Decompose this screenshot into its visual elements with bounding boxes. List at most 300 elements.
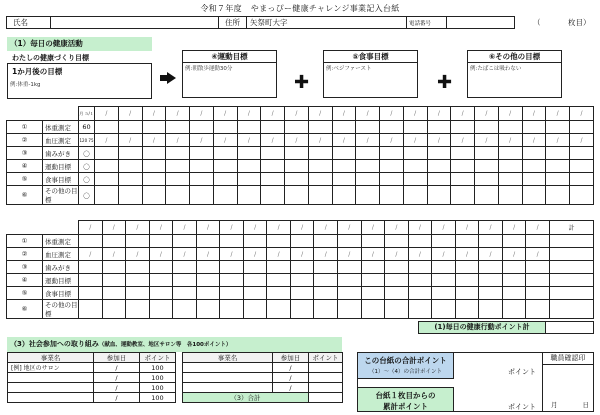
grid2-entry-cell[interactable] [502,287,526,300]
grid1-date-cell[interactable]: / [261,107,285,121]
grid1-entry-cell[interactable] [261,121,285,134]
grid2-entry-cell[interactable] [385,235,409,248]
social-event-cell[interactable] [183,363,273,373]
grid1-entry-cell[interactable] [308,186,332,205]
grid2-date-cell[interactable]: / [361,221,385,235]
grid1-entry-cell[interactable] [285,121,309,134]
grid1-entry-cell[interactable] [403,186,427,205]
grid2-entry-cell[interactable] [526,300,550,319]
grid1-date-cell[interactable]: / [451,107,475,121]
exercise-goal-box[interactable] [182,50,277,98]
grid1-entry-cell[interactable] [332,160,356,173]
grid1-entry-cell[interactable] [308,121,332,134]
grid1-date-cell[interactable]: / [427,107,451,121]
grid1-entry-cell[interactable] [142,186,166,205]
grid1-entry-cell[interactable] [427,147,451,160]
grid1-entry-cell[interactable]: / [570,134,594,147]
social-event-cell[interactable] [8,383,94,393]
social-points-cell[interactable] [309,363,343,373]
grid1-entry-cell[interactable] [403,147,427,160]
grid1-entry-cell[interactable] [475,147,499,160]
grid2-entry-cell[interactable] [338,261,362,274]
grid2-entry-cell[interactable] [526,235,550,248]
grid1-entry-cell[interactable] [142,121,166,134]
grid1-entry-cell[interactable] [451,160,475,173]
grid1-entry-cell[interactable] [498,147,522,160]
grid2-entry-cell[interactable] [502,274,526,287]
grid1-entry-cell[interactable] [142,173,166,186]
grid1-entry-cell[interactable] [308,173,332,186]
social-date-cell[interactable]: / [273,363,309,373]
social-date-cell[interactable]: / [273,383,309,393]
grid1-entry-cell[interactable] [546,186,570,205]
grid2-date-cell[interactable]: / [102,221,126,235]
grid2-entry-cell[interactable] [149,287,173,300]
row-total-cell[interactable] [550,248,594,261]
grid2-entry-cell[interactable]: / [408,248,432,261]
social-date-cell[interactable]: / [273,373,309,383]
grid2-entry-cell[interactable] [196,274,220,287]
grid1-entry-cell[interactable] [498,121,522,134]
grid2-entry-cell[interactable]: / [290,248,314,261]
grid2-date-cell[interactable]: / [79,221,103,235]
grid1-entry-cell[interactable] [522,173,546,186]
grid1-entry-cell[interactable] [427,186,451,205]
grid2-entry-cell[interactable]: / [79,248,103,261]
social-event-cell[interactable] [8,373,94,383]
grid2-entry-cell[interactable] [173,235,197,248]
grid1-entry-cell[interactable] [546,173,570,186]
phone-field[interactable] [447,17,515,29]
social-subtotal-field[interactable] [309,393,343,403]
grid1-entry-cell[interactable] [142,160,166,173]
grid2-entry-cell[interactable] [173,261,197,274]
grid1-entry-cell[interactable] [380,147,404,160]
grid1-entry-cell[interactable] [332,186,356,205]
grid2-entry-cell[interactable] [432,235,456,248]
grid2-date-cell[interactable]: / [149,221,173,235]
name-field[interactable] [51,17,219,29]
grid2-entry-cell[interactable] [502,235,526,248]
grid2-entry-cell[interactable]: / [502,248,526,261]
grid1-entry-cell[interactable]: / [213,134,237,147]
grid1-date-cell[interactable]: / [190,107,214,121]
grid2-entry-cell[interactable] [314,300,338,319]
grid1-entry-cell[interactable] [546,121,570,134]
grid1-entry-cell[interactable] [237,160,261,173]
grid1-entry-cell[interactable]: / [380,134,404,147]
grid1-date-cell[interactable]: / [237,107,261,121]
grid1-entry-cell[interactable] [380,121,404,134]
grid2-date-cell[interactable]: / [314,221,338,235]
grid2-entry-cell[interactable]: / [126,248,150,261]
grid1-entry-cell[interactable] [190,186,214,205]
grid1-entry-cell[interactable] [190,121,214,134]
grid1-entry-cell[interactable] [118,160,142,173]
grid2-entry-cell[interactable] [502,300,526,319]
grid2-entry-cell[interactable] [385,261,409,274]
staff-check-box[interactable] [543,352,594,412]
grid2-entry-cell[interactable] [267,287,291,300]
grid2-entry-cell[interactable] [102,287,126,300]
grid1-entry-cell[interactable] [380,160,404,173]
grid2-entry-cell[interactable] [220,235,244,248]
grid1-entry-cell[interactable] [95,121,119,134]
grid2-entry-cell[interactable] [102,235,126,248]
grid1-entry-cell[interactable] [522,186,546,205]
grid1-entry-cell[interactable] [380,173,404,186]
grid2-entry-cell[interactable] [432,274,456,287]
grid1-entry-cell[interactable] [403,121,427,134]
grid1-entry-cell[interactable]: / [190,134,214,147]
grid1-entry-cell[interactable] [213,160,237,173]
grid1-entry-cell[interactable] [118,121,142,134]
grid1-date-cell[interactable]: / [570,107,594,121]
grid1-entry-cell[interactable] [166,121,190,134]
grid1-entry-cell[interactable] [213,121,237,134]
grid2-entry-cell[interactable] [196,300,220,319]
grid1-entry-cell[interactable] [332,121,356,134]
grid1-entry-cell[interactable] [356,186,380,205]
grid1-entry-cell[interactable] [261,186,285,205]
grid2-entry-cell[interactable]: / [102,248,126,261]
grid2-entry-cell[interactable] [243,261,267,274]
grid1-entry-cell[interactable] [285,160,309,173]
grid1-entry-cell[interactable] [475,121,499,134]
grid2-date-cell[interactable]: / [243,221,267,235]
grid1-entry-cell[interactable] [451,147,475,160]
grid1-entry-cell[interactable]: / [142,134,166,147]
grid2-entry-cell[interactable] [267,261,291,274]
grid1-date-cell[interactable]: / [332,107,356,121]
grid2-entry-cell[interactable] [526,261,550,274]
grid2-date-cell[interactable]: / [173,221,197,235]
grid2-entry-cell[interactable]: / [385,248,409,261]
grid1-entry-cell[interactable] [332,147,356,160]
grid2-entry-cell[interactable] [196,261,220,274]
grid1-entry-cell[interactable]: / [356,134,380,147]
grid2-entry-cell[interactable] [173,300,197,319]
grid1-entry-cell[interactable] [95,160,119,173]
grid1-entry-cell[interactable]: / [427,134,451,147]
grid1-entry-cell[interactable]: / [237,134,261,147]
social-date-cell[interactable]: / [94,393,140,403]
row-total-cell[interactable] [550,261,594,274]
grid2-entry-cell[interactable] [102,300,126,319]
grid2-entry-cell[interactable] [314,274,338,287]
grid1-entry-cell[interactable]: / [332,134,356,147]
grid2-entry-cell[interactable] [455,235,479,248]
grid2-date-cell[interactable]: / [196,221,220,235]
social-points-cell[interactable] [309,373,343,383]
grid1-entry-cell[interactable] [213,147,237,160]
grid1-entry-cell[interactable] [451,121,475,134]
grid2-entry-cell[interactable] [338,300,362,319]
grid1-entry-cell[interactable] [142,147,166,160]
grid1-date-cell[interactable]: / [522,107,546,121]
grid1-entry-cell[interactable] [118,186,142,205]
grid1-entry-cell[interactable] [356,147,380,160]
grid2-entry-cell[interactable] [361,235,385,248]
grid2-entry-cell[interactable] [220,261,244,274]
grid2-entry-cell[interactable]: / [173,248,197,261]
other-goal-box[interactable] [467,50,562,98]
grid1-entry-cell[interactable] [451,173,475,186]
grid2-entry-cell[interactable] [479,287,503,300]
grid2-entry-cell[interactable] [220,287,244,300]
grid1-entry-cell[interactable]: / [451,134,475,147]
social-date-cell[interactable]: / [94,373,140,383]
grid1-entry-cell[interactable] [237,173,261,186]
grid2-entry-cell[interactable] [502,261,526,274]
grid2-entry-cell[interactable] [102,261,126,274]
grid1-entry-cell[interactable] [166,147,190,160]
grid2-entry-cell[interactable] [479,235,503,248]
grid1-entry-cell[interactable] [118,173,142,186]
grid2-entry-cell[interactable] [338,274,362,287]
grid2-entry-cell[interactable] [314,261,338,274]
social-points-cell[interactable] [309,383,343,393]
grid1-entry-cell[interactable] [118,147,142,160]
grid1-entry-cell[interactable]: / [118,134,142,147]
grid2-entry-cell[interactable] [126,300,150,319]
grid1-date-cell[interactable]: / [213,107,237,121]
grid1-entry-cell[interactable]: / [285,134,309,147]
grid2-entry-cell[interactable] [126,274,150,287]
grid1-entry-cell[interactable] [570,186,594,205]
grid2-entry-cell[interactable] [290,261,314,274]
grid2-entry-cell[interactable] [455,261,479,274]
grid2-entry-cell[interactable] [526,274,550,287]
grid2-entry-cell[interactable]: / [338,248,362,261]
grid2-entry-cell[interactable]: / [526,248,550,261]
grid1-entry-cell[interactable] [166,186,190,205]
grid2-entry-cell[interactable]: / [361,248,385,261]
grid2-entry-cell[interactable] [526,287,550,300]
grid1-entry-cell[interactable] [261,147,285,160]
grid2-entry-cell[interactable] [338,235,362,248]
grid2-entry-cell[interactable] [408,287,432,300]
grid2-entry-cell[interactable] [408,261,432,274]
grid2-entry-cell[interactable] [479,261,503,274]
grid1-date-cell[interactable]: / [308,107,332,121]
grid1-entry-cell[interactable] [522,160,546,173]
grid2-entry-cell[interactable] [126,235,150,248]
grid2-entry-cell[interactable]: / [432,248,456,261]
grid1-date-cell[interactable]: / [498,107,522,121]
grid2-entry-cell[interactable] [432,261,456,274]
grid2-entry-cell[interactable] [126,261,150,274]
grid2-entry-cell[interactable] [79,287,103,300]
grid2-entry-cell[interactable] [196,287,220,300]
goal-box[interactable] [7,63,152,99]
grid1-entry-cell[interactable]: / [546,134,570,147]
grid2-entry-cell[interactable] [290,300,314,319]
grid1-entry-cell[interactable]: / [261,134,285,147]
grid2-date-cell[interactable]: / [408,221,432,235]
grid1-entry-cell[interactable] [95,147,119,160]
grid1-entry-cell[interactable] [213,173,237,186]
grid2-entry-cell[interactable] [432,287,456,300]
grid1-entry-cell[interactable]: / [403,134,427,147]
social-event-cell[interactable]: [例] 地区のサロン [8,363,94,373]
grid2-entry-cell[interactable] [243,235,267,248]
grid2-entry-cell[interactable] [361,261,385,274]
grid2-date-cell[interactable]: / [385,221,409,235]
grid2-entry-cell[interactable] [79,261,103,274]
grid1-entry-cell[interactable] [403,173,427,186]
grid2-entry-cell[interactable]: / [149,248,173,261]
grid2-entry-cell[interactable]: / [196,248,220,261]
grid2-entry-cell[interactable] [267,235,291,248]
grid2-entry-cell[interactable] [385,287,409,300]
address-field[interactable]: 矢祭町大字 [247,17,407,29]
grid2-entry-cell[interactable] [243,287,267,300]
grid2-entry-cell[interactable] [479,274,503,287]
grid2-date-cell[interactable]: / [267,221,291,235]
grid1-entry-cell[interactable] [308,147,332,160]
grid2-entry-cell[interactable] [338,287,362,300]
row-total-cell[interactable] [550,235,594,248]
grid2-entry-cell[interactable] [314,287,338,300]
grid2-entry-cell[interactable] [455,287,479,300]
grid2-entry-cell[interactable] [149,274,173,287]
grid1-entry-cell[interactable] [356,173,380,186]
grid2-entry-cell[interactable] [290,235,314,248]
grid1-entry-cell[interactable] [546,147,570,160]
grid2-entry-cell[interactable] [149,300,173,319]
row-total-cell[interactable] [550,287,594,300]
social-event-cell[interactable] [183,373,273,383]
grid1-entry-cell[interactable]: / [475,134,499,147]
grid1-entry-cell[interactable] [380,186,404,205]
grid1-entry-cell[interactable]: / [498,134,522,147]
grid2-entry-cell[interactable] [267,274,291,287]
grid1-entry-cell[interactable] [403,160,427,173]
grid1-date-cell[interactable]: / [166,107,190,121]
social-event-cell[interactable] [8,393,94,403]
grid1-entry-cell[interactable] [166,173,190,186]
grid1-entry-cell[interactable] [166,160,190,173]
grid1-date-cell[interactable]: / [142,107,166,121]
grid1-entry-cell[interactable] [427,173,451,186]
grid2-entry-cell[interactable] [243,300,267,319]
grid1-date-cell[interactable]: / [546,107,570,121]
grid2-entry-cell[interactable]: / [220,248,244,261]
grid1-date-cell[interactable]: / [403,107,427,121]
grid2-entry-cell[interactable] [290,274,314,287]
grid1-date-cell[interactable]: / [475,107,499,121]
grid1-entry-cell[interactable] [427,160,451,173]
grid2-entry-cell[interactable] [385,274,409,287]
grid2-entry-cell[interactable]: / [455,248,479,261]
grid1-entry-cell[interactable] [475,160,499,173]
grid1-entry-cell[interactable] [498,186,522,205]
grid1-entry-cell[interactable] [522,147,546,160]
grid2-entry-cell[interactable]: / [314,248,338,261]
grid2-entry-cell[interactable] [408,235,432,248]
grid1-entry-cell[interactable] [498,173,522,186]
grid1-entry-cell[interactable] [237,121,261,134]
grid2-entry-cell[interactable] [408,274,432,287]
grid2-entry-cell[interactable] [220,300,244,319]
grid2-entry-cell[interactable] [455,300,479,319]
grid1-entry-cell[interactable]: / [308,134,332,147]
row-total-cell[interactable] [550,274,594,287]
grid2-entry-cell[interactable] [290,287,314,300]
grid1-entry-cell[interactable] [546,160,570,173]
grid2-entry-cell[interactable] [173,274,197,287]
grid2-entry-cell[interactable] [479,300,503,319]
grid2-date-cell[interactable]: / [455,221,479,235]
grid1-entry-cell[interactable] [261,173,285,186]
grid1-entry-cell[interactable] [332,173,356,186]
grid1-entry-cell[interactable] [95,186,119,205]
grid1-entry-cell[interactable]: / [166,134,190,147]
daily-points-total-field[interactable] [546,321,594,334]
grid2-entry-cell[interactable] [361,287,385,300]
grid1-entry-cell[interactable] [475,186,499,205]
diet-goal-box[interactable] [323,50,418,98]
grid2-entry-cell[interactable] [173,287,197,300]
grid2-entry-cell[interactable] [220,274,244,287]
grid2-entry-cell[interactable] [126,287,150,300]
grid1-entry-cell[interactable] [498,160,522,173]
grid2-entry-cell[interactable] [79,300,103,319]
grid1-entry-cell[interactable] [475,173,499,186]
social-date-cell[interactable]: / [94,363,140,373]
grid2-date-cell[interactable]: / [526,221,550,235]
grid1-entry-cell[interactable]: / [522,134,546,147]
grid2-entry-cell[interactable] [149,235,173,248]
grid1-entry-cell[interactable] [237,186,261,205]
grid1-entry-cell[interactable] [190,147,214,160]
grid1-entry-cell[interactable] [261,160,285,173]
grid2-entry-cell[interactable] [243,274,267,287]
grid2-entry-cell[interactable]: / [243,248,267,261]
grid1-date-cell[interactable]: / [285,107,309,121]
grid1-entry-cell[interactable] [570,160,594,173]
grid1-date-cell[interactable]: / [356,107,380,121]
social-date-cell[interactable]: / [94,383,140,393]
grid1-entry-cell[interactable] [190,173,214,186]
grid1-date-cell[interactable]: / [118,107,142,121]
grid2-entry-cell[interactable] [361,300,385,319]
grid1-entry-cell[interactable] [285,147,309,160]
grid1-entry-cell[interactable]: / [95,134,119,147]
grid1-entry-cell[interactable] [285,186,309,205]
grid2-entry-cell[interactable] [385,300,409,319]
grid2-date-cell[interactable]: / [432,221,456,235]
grid2-entry-cell[interactable] [432,300,456,319]
grid1-date-cell[interactable]: / [95,107,119,121]
grid1-entry-cell[interactable] [237,147,261,160]
grid1-entry-cell[interactable] [451,186,475,205]
grid2-entry-cell[interactable] [361,274,385,287]
grid2-date-cell[interactable]: / [338,221,362,235]
row-total-cell[interactable] [550,300,594,319]
grid2-entry-cell[interactable] [408,300,432,319]
sheet-number[interactable] [515,17,595,29]
grid1-entry-cell[interactable] [356,121,380,134]
grid2-date-cell[interactable]: / [220,221,244,235]
grid2-entry-cell[interactable] [267,300,291,319]
grid2-entry-cell[interactable] [79,235,103,248]
grid2-entry-cell[interactable] [314,235,338,248]
grid1-entry-cell[interactable] [95,173,119,186]
grid1-entry-cell[interactable] [570,147,594,160]
grid2-date-cell[interactable]: / [502,221,526,235]
